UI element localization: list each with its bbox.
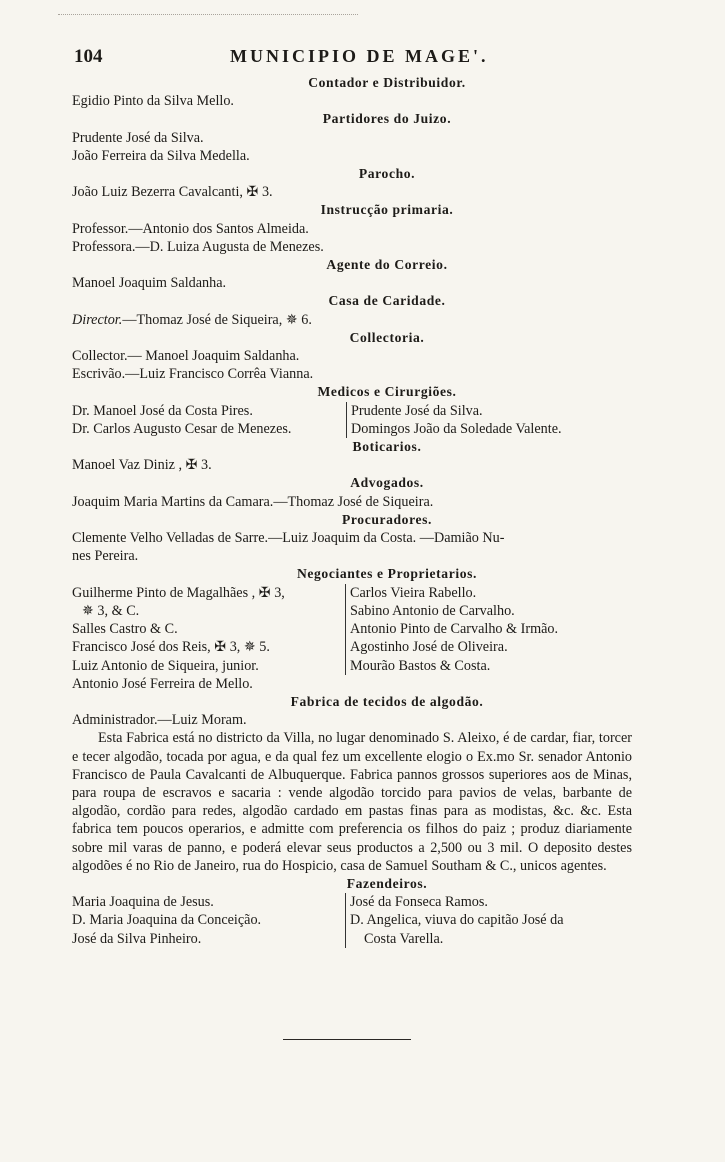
- section-heading-medicos: Medicos e Cirurgiões.: [317, 384, 457, 400]
- entry-line: D. Maria Joaquina da Conceição.: [72, 912, 262, 929]
- section-heading-instruccao: Instrucção primaria.: [320, 202, 454, 218]
- column-left: [72, 893, 345, 948]
- entry-line: Sabino Antonio de Carvalho.: [350, 602, 515, 619]
- section-heading-correio: Agente do Correio.: [326, 257, 448, 273]
- column-right: [346, 402, 632, 438]
- two-column-list: [72, 893, 632, 948]
- entry-line: Carlos Vieira Rabello.: [350, 584, 477, 601]
- section-divider: [283, 1039, 411, 1040]
- section-heading-collectoria: Collectoria.: [349, 329, 425, 345]
- section-heading-boticarios: Boticarios.: [352, 439, 422, 455]
- entry-line: Escrivão.—Luiz Francisco Corrêa Vianna.: [72, 366, 314, 383]
- section-heading-negociantes: Negociantes e Proprietarios.: [296, 566, 477, 582]
- running-header: [74, 46, 635, 70]
- entry-line: Luiz Antonio de Siqueira, junior.: [72, 657, 259, 674]
- entry-line: Professor.—Antonio dos Santos Almeida.: [72, 220, 309, 237]
- document-body: [72, 74, 632, 948]
- role-label: Director.: [72, 311, 123, 328]
- section-heading-parocho: Parocho.: [358, 166, 416, 182]
- entry-line: José da Fonseca Ramos.: [350, 894, 488, 911]
- entry-line: Salles Castro & C.: [72, 621, 178, 638]
- column-right: [345, 584, 632, 675]
- entry-line: Costa Varella.: [364, 930, 444, 947]
- page-number: 104: [74, 46, 103, 67]
- section-heading-caridade: Casa de Caridade.: [328, 293, 446, 309]
- entry-line: Guilherme Pinto de Magalhães , ✠ 3,: [72, 584, 285, 601]
- two-column-list: [72, 402, 632, 438]
- entry-line: José da Silva Pinheiro.: [72, 930, 202, 947]
- section-heading-contador: Contador e Distribuidor.: [308, 75, 466, 90]
- entry-line: Joaquim Maria Martins da Camara.—Thomaz José de Siqueira.: [72, 493, 434, 510]
- entry-line: João Ferreira da Silva Medella.: [72, 147, 250, 164]
- entry-line: João Luiz Bezerra Cavalcanti, ✠ 3.: [72, 184, 273, 201]
- entry-line: Maria Joaquina de Jesus.: [72, 894, 214, 911]
- entry-line: Domingos João da Soledade Valente.: [351, 420, 562, 437]
- entry-line: Administrador.—Luiz Moram.: [72, 712, 247, 729]
- page-title: MUNICIPIO DE MAGE'.: [230, 46, 489, 66]
- entry-text: —Thomaz José de Siqueira, ✵ 6.: [122, 311, 312, 328]
- entry-line: Manoel Vaz Diniz , ✠ 3.: [72, 457, 212, 474]
- section-heading-procuradores: Procuradores.: [342, 511, 432, 527]
- entry-line: ✵ 3, & C.: [82, 602, 140, 619]
- column-left: [72, 584, 345, 693]
- section-heading-fazendeiros: Fazendeiros.: [346, 875, 428, 891]
- column-left: [72, 402, 346, 438]
- entry-line: Manoel Joaquim Saldanha.: [72, 275, 227, 292]
- entry-line: Antonio José Ferreira de Mello.: [72, 675, 253, 692]
- scan-noise: [58, 14, 358, 15]
- entry-line: Agostinho José de Oliveira.: [350, 639, 508, 656]
- entry-line: Dr. Manoel José da Costa Pires.: [72, 402, 253, 419]
- entry-line: Antonio Pinto de Carvalho & Irmão.: [350, 621, 559, 638]
- entry-line: Collector.— Manoel Joaquim Saldanha.: [72, 348, 300, 365]
- entry-line: D. Angelica, viuva do capitão José da: [350, 912, 564, 929]
- entry-line: Francisco José dos Reis, ✠ 3, ✵ 5.: [72, 639, 270, 656]
- fabrica-paragraph: Esta Fabrica está no districto da Villa, no lugar denominado S. Aleixo, é de cardar, fiar, torcer e tecer algodão, tocada por agua, e da qual fez um excellente elogio o Ex.mo Sr. senador Antonio Francisco de Paula Cavalcanti de Albuquerque. Fabrica pannos grossos superiores aos de Minas, para roupa de escravos e sacaria : vende algodão torcido para pavios de velas, barbante de algodão, cordão para redes, algodão cardado em pastas finas para as modistas, &c. &c. Esta fabrica tem poucos operarios, e admitte com preferencia os filhos do paiz ; produz diariamente sobre mil varas de panno, e poderá elevar seus productos a 2,500 ou 3 mil. O deposito destes algodões é no Rio de Janeiro, rua do Hospicio, casa de Samuel Southam & C., unicos agentes.: [72, 730, 632, 874]
- column-right: [345, 893, 632, 948]
- entry-line: Mourão Bastos & Costa.: [350, 657, 491, 674]
- entry-line: Dr. Carlos Augusto Cesar de Menezes.: [72, 420, 292, 437]
- entry-line: Prudente José da Silva.: [72, 129, 204, 146]
- entry-line: [72, 311, 632, 329]
- entry-line: Professora.—D. Luiza Augusta de Menezes.: [72, 238, 324, 255]
- section-heading-partidores: Partidores do Juizo.: [322, 111, 452, 127]
- entry-line: nes Pereira.: [72, 548, 139, 565]
- entry-line: Prudente José da Silva.: [351, 402, 483, 419]
- two-column-list: [72, 584, 632, 693]
- entry-line: Egidio Pinto da Silva Mello.: [72, 93, 234, 110]
- entry-line: Clemente Velho Velladas de Sarre.—Luiz Joaquim da Costa. —Damião Nu-: [72, 530, 505, 547]
- section-heading-fabrica: Fabrica de tecidos de algodão.: [290, 693, 484, 709]
- section-heading-advogados: Advogados.: [350, 475, 424, 491]
